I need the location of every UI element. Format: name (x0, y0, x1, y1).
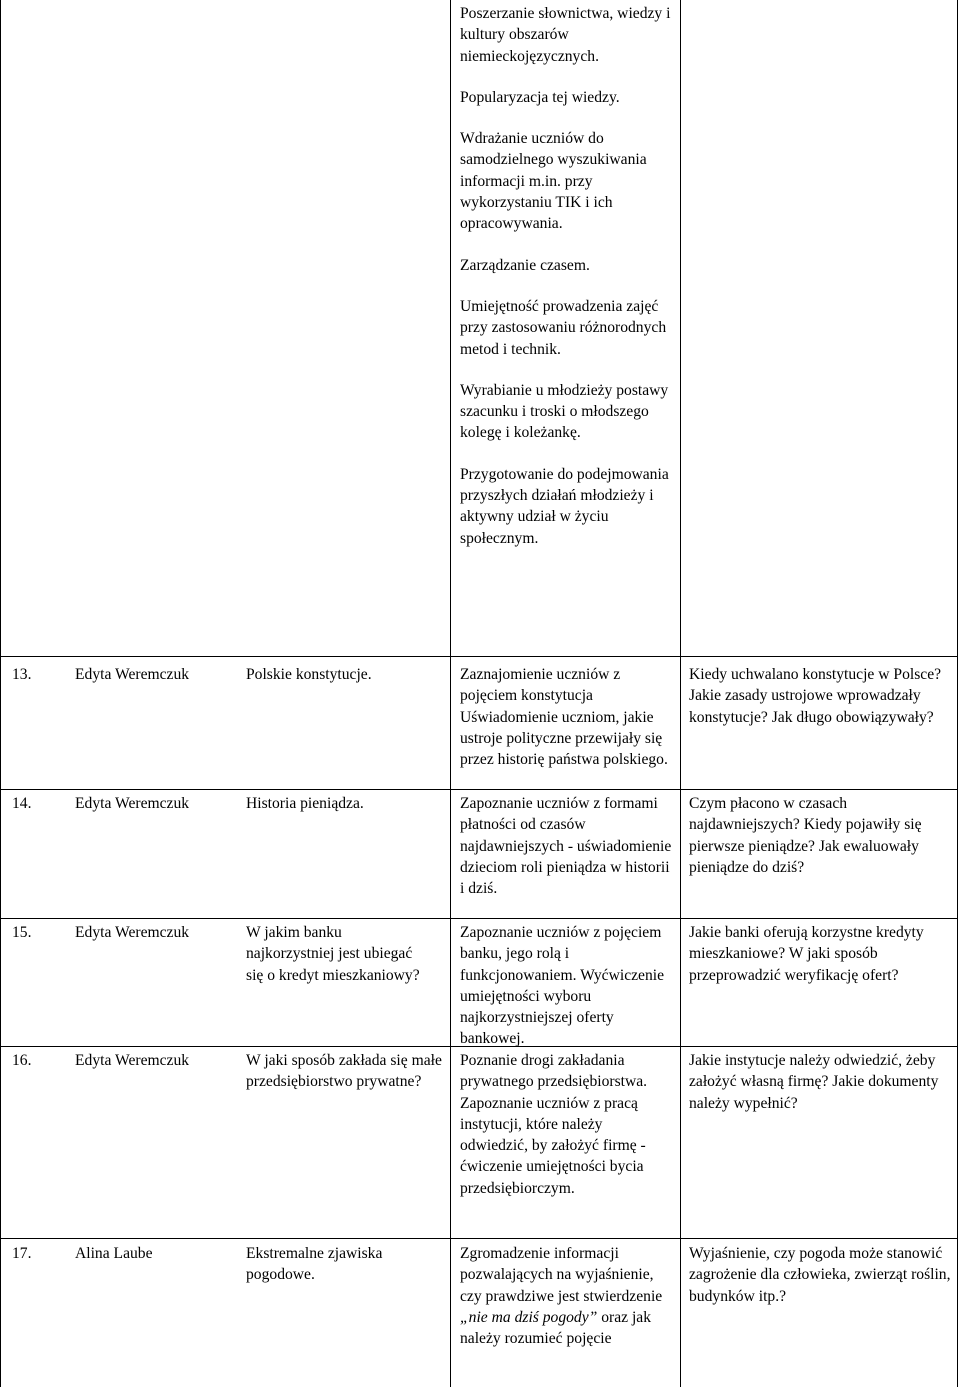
goal-paragraph: Przygotowanie do podejmowania przyszłych działań młodzieży i aktywny udział w życiu społecznym. (460, 465, 669, 547)
row-divider-17 (0, 1238, 958, 1239)
goals-text-before: Zgromadzenie informacji pozwalających na wyjaśnienie, czy prawdziwe jest stwierdzenie (460, 1245, 663, 1305)
goals-cell: Zapoznanie uczniów z formami płatności od czasów najdawniejszych - uświadomienie dzieciom roli pieniądza w historii i dziś. (460, 795, 672, 898)
teacher-name: Edyta Weremczuk (75, 795, 190, 812)
topic-cell: W jakim banku najkorzystniej jest ubiegać się o kredyt mieszkaniowy? (246, 924, 420, 984)
topic-cell: W jaki sposób zakłada się małe przedsiębiorstwo prywatne? (246, 1052, 442, 1091)
topic-cell: Ekstremalne zjawiska pogodowe. (246, 1245, 383, 1284)
table-border-left (0, 0, 1, 1387)
table-border-right (957, 0, 958, 1387)
topic-cell: Historia pieniądza. (246, 795, 364, 812)
goals-cell (460, 1243, 674, 1349)
row-divider-15 (0, 918, 958, 919)
questions-cell: Czym płacono w czasach najdawniejszych? Kiedy pojawiły się pierwsze pieniądze? Jak ewaluowały pieniądze do dziś? (689, 795, 922, 876)
goals-cell: Poznanie drogi zakładania prywatnego przedsiębiorstwa. Zapoznanie uczniów z pracą instytucji, które należy odwiedzić, by założyć firmę - ćwiczenie umiejętności bycia przedsiębiorczym. (460, 1052, 648, 1197)
goal-paragraph: Popularyzacja tej wiedzy. (460, 88, 620, 106)
row-divider-13 (0, 656, 958, 657)
goals-quote: „nie ma dziś pogody” (460, 1308, 598, 1326)
questions-cell: Wyjaśnienie, czy pogoda może stanowić zagrożenie dla człowieka, zwierząt roślin, budynków itp.? (689, 1245, 951, 1305)
row-number: 14. (12, 795, 32, 812)
goal-paragraph: Wyrabianie u młodzieży postawy szacunku i troski o młodszego kolegę i koleżankę. (460, 381, 669, 442)
column-divider-questions (680, 0, 681, 1387)
goal-paragraph: Zarządzanie czasem. (460, 256, 590, 274)
row-number: 17. (12, 1245, 32, 1262)
goal-paragraph: Wdrażanie uczniów do samodzielnego wyszukiwania informacji m.in. przy wykorzystaniu TIK i ich opracowywania. (460, 130, 647, 233)
questions-cell: Jakie banki oferują korzystne kredyty mieszkaniowe? W jaki sposób przeprowadzić weryfikację ofert? (689, 924, 924, 984)
topic-cell: Polskie konstytucje. (246, 666, 372, 683)
row-divider-14 (0, 789, 958, 790)
teacher-name: Edyta Weremczuk (75, 666, 190, 683)
goal-paragraph: Poszerzanie słownictwa, wiedzy i kultury obszarów niemieckojęzycznych. (460, 5, 671, 65)
row-number: 16. (12, 1052, 32, 1069)
row-number: 15. (12, 924, 32, 941)
goals-cell: Zapoznanie uczniów z pojęciem banku, jego rolą i funkcjonowaniem. Wyćwiczenie umiejętności wyboru najkorzystniejszej oferty bankowej. (460, 924, 665, 1048)
questions-cell: Jakie instytucje należy odwiedzić, żeby założyć własną firmę? Jakie dokumenty należy wypełnić? (689, 1052, 939, 1112)
goals-cell: Zaznajomienie uczniów z pojęciem konstytucja Uświadomienie uczniom, jakie ustroje polityczne przewijały się przez historię państwa polskiego. (460, 666, 668, 769)
goals-text-after: oraz jak należy rozumieć pojęcie (460, 1308, 652, 1348)
teacher-name: Edyta Weremczuk (75, 1052, 190, 1069)
row-number: 13. (12, 666, 32, 683)
column-divider-goals (450, 0, 451, 1387)
teacher-name: Edyta Weremczuk (75, 924, 190, 941)
questions-cell: Kiedy uchwalano konstytucje w Polsce? Jakie zasady ustrojowe wprowadzały konstytucje? Jak długo obowiązywały? (689, 666, 942, 726)
goal-paragraph: Umiejętność prowadzenia zajęć przy zastosowaniu różnorodnych metod i technik. (460, 297, 667, 358)
continuation-goals-cell (460, 3, 674, 569)
teacher-name: Alina Laube (75, 1245, 153, 1262)
